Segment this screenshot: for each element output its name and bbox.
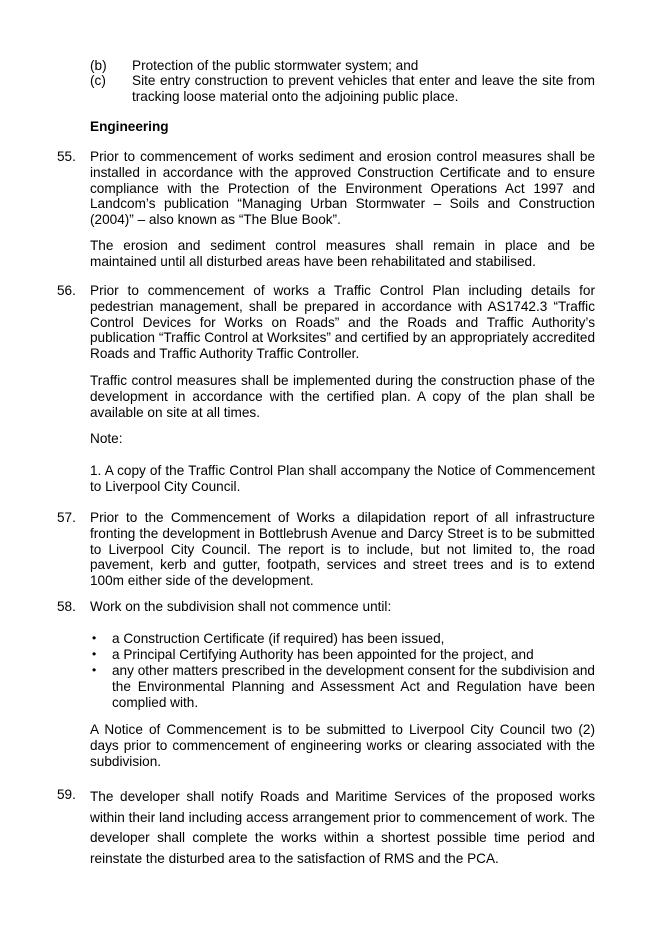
condition-59-paragraph-1: The developer shall notify Roads and Maritime Services of the proposed works within their land including access arrangement prior to commencement of work. The developer shall complete the works within a shortest possible time period and reinstate the disturbed area to the satisfaction of RMS and the PCA. bbox=[90, 789, 595, 866]
bullet-item-2: a Principal Certifying Authority has been appointed for the project, and bbox=[112, 647, 534, 662]
condition-56-paragraph-2: Traffic control measures shall be implemented during the construction phase of the development in accordance with the certified plan. A copy of the plan shall be available on site at all times. bbox=[90, 373, 595, 420]
condition-number-57: 57. bbox=[57, 510, 76, 525]
bullet-marker-3: • bbox=[92, 663, 97, 677]
condition-58-paragraph-1: Work on the subdivision shall not commence until: bbox=[90, 599, 392, 614]
section-heading: Engineering bbox=[90, 119, 169, 134]
bullet-item-3: any other matters prescribed in the development consent for the subdivision and the Environmental Planning and Assessment Act and Regulation have been complied with. bbox=[112, 663, 595, 710]
bullet-item-1: a Construction Certificate (if required) has been issued, bbox=[112, 631, 445, 646]
condition-number-59: 59. bbox=[57, 787, 76, 802]
condition-56-note-label: Note: bbox=[90, 431, 123, 446]
item-label-c: (c) bbox=[90, 73, 106, 88]
condition-number-55: 55. bbox=[57, 149, 76, 164]
bullet-marker-1: • bbox=[92, 631, 97, 645]
condition-56-paragraph-1: Prior to commencement of works a Traffic Control Plan including details for pedestrian management, shall be prepared in accordance with AS1742.3 “Traffic Control Devices for Works on Roads” and the Roads and Traffic Authority’s publication “Traffic Control at Worksites” and certified by an appropriately accredited Roads and Traffic Authority Traffic Controller. bbox=[90, 283, 595, 362]
item-label-b: (b) bbox=[90, 58, 107, 73]
condition-number-56: 56. bbox=[57, 283, 76, 298]
condition-57-paragraph-1: Prior to the Commencement of Works a dilapidation report of all infrastructure fronting the development in Bottlebrush Avenue and Darcy Street is to be submitted to Liverpool City Council. The report is to include, but not limited to, the road pavement, kerb and gutter, footpath, services and street trees and is to extend 100m either side of the development. bbox=[90, 510, 595, 589]
item-text-c: Site entry construction to prevent vehicles that enter and leave the site from tracking loose material onto the adjoining public place. bbox=[132, 73, 595, 104]
condition-58-paragraph-2: A Notice of Commencement is to be submitted to Liverpool City Council two (2) days prior to commencement of engineering works or clearing associated with the subdivision. bbox=[90, 722, 595, 769]
condition-55-paragraph-1: Prior to commencement of works sediment and erosion control measures shall be installed in accordance with the approved Construction Certificate and to ensure compliance with the Protection of the Environment Operations Act 1997 and Landcom’s publication “Managing Urban Stormwater – Soils and Construction (2004)” – also known as “The Blue Book”. bbox=[90, 149, 595, 228]
item-text-b: Protection of the public stormwater system; and bbox=[132, 58, 419, 73]
condition-number-58: 58. bbox=[57, 599, 76, 614]
condition-56-note-item: 1. A copy of the Traffic Control Plan shall accompany the Notice of Commencement to Liverpool City Council. bbox=[90, 463, 595, 494]
bullet-marker-2: • bbox=[92, 647, 97, 661]
condition-55-paragraph-2: The erosion and sediment control measures shall remain in place and be maintained until all disturbed areas have been rehabilitated and stabilised. bbox=[90, 238, 595, 269]
